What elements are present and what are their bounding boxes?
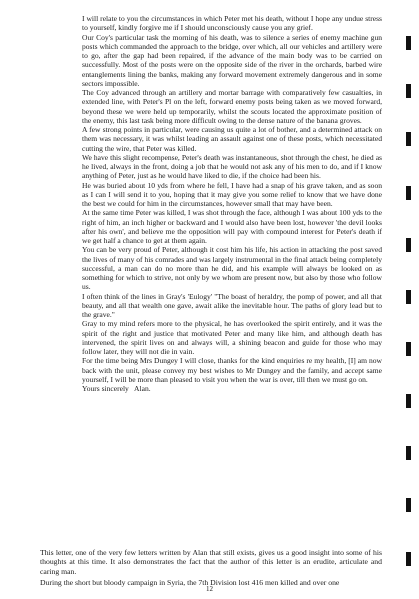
commentary-paragraph: During the short but bloody campaign in Syria, the 7th Division lost 416 men killed and over one [40,577,340,587]
edge-mark [406,238,411,252]
letter-signoff: Yours sincerely Alan. [82,384,151,393]
commentary-paragraph: This letter, one of the very few letters written by Alan that still exists, gives us a good insight into some of his thoughts at this time. It also demonstrates the fact that the author of this letter is an erudite, articulate and caring man. [40,548,382,576]
letter-paragraph: We have this slight recompense, Peter's death was instantaneous, shot through the chest, he died as he lived, always in the front, doing a job that he would not ask any of his men to do, and if I know anything of Peter, just as he would have liked to die, if the choice had been his. [82,152,382,181]
edge-mark [406,290,411,304]
edge-mark [406,552,411,566]
edge-mark [406,446,411,460]
letter-paragraph: I often think of the lines in Gray's 'Eulogy' "The boast of heraldry, the pomp of power, and all that beauty, and all that wealth one gave, await alike the inevitable hour. The paths of glory lead but to the grave." [82,291,382,319]
page-number: 12 [206,585,213,593]
letter-paragraph: Gray to my mind refers more to the physical, he has overlooked the spirit entirely, and it was the spirit of the right and justice that motivated Peter and many like him, and although death has intervened, the spirit lives on and always will, a shining beacon and guide for those who may follow later, they will not die in vain. [82,319,382,356]
letter-paragraph: I will relate to you the circumstances in which Peter met his death, without I hope any undue stress to yourself, kindly forgive me if I should unconsciously cause you any grief. [82,14,382,33]
edge-mark [406,498,411,512]
letter-paragraph: At the same time Peter was killed, I was shot through the face, although I was about 100 yds to the right of him, an inch higher or backward and I would also have been lost, however 'the devil looks after his own', and believe me the opposition will pay with compound interest for Peter's death if we get half a chance to get at them again. [82,208,382,245]
letter-paragraph: You can be very proud of Peter, although it cost him his life, his action in attacking the post saved the lives of many of his comrades and was largely instrumental in the final attack being completely successful, a man can do no more than he did, and his example will always be looked on as something for which to strive, not only by we whom are present now, but also by those who follow us. [82,245,382,292]
binding-edge-marks [396,0,419,599]
letter-paragraph: A few strong points in particular, were causing us quite a lot of bother, and a determined attack on them was necessary, it was whilst leading an assault against one of these posts, which necessitated cutting the wire, that Peter was killed. [82,125,382,153]
edge-mark [406,394,411,408]
letter-paragraph: For the time being Mrs Dungey I will close, thanks for the kind enquiries re my health, [I] am now back with the unit, please convey my best wishes to Mr Dungey and the family, and accept same yourself, I will be more than pleased to visit you when the war is over, till then we must go on. [82,356,382,384]
letter-paragraph: The Coy advanced through an artillery and mortar barrage with comparatively few casualties, in extended line, with Peter's Pl on the left, forward enemy posts being taken as we moved forward, beyond these we were held up temporarily, whilst the scouts located the approximate position of the enemy, this last task being more difficult owing to the dense nature of the banana groves. [82,88,382,125]
edge-mark [406,36,411,50]
letter-body [82,14,382,393]
edge-mark [406,132,411,146]
edge-mark [406,84,411,98]
edge-mark [406,342,411,356]
commentary [40,548,382,589]
edge-mark [406,186,411,200]
letter-paragraph: He was buried about 10 yds from where he fell, I have had a snap of his grave taken, and as soon as I can I will send it to you, hoping that it may give you some relief to know that we have done the best we could for him in the circumstances, however small that may have been. [82,180,382,208]
letter-paragraph: Our Coy's particular task the morning of his death, was to silence a series of enemy machine gun posts which commanded the approach to the bridge, over which, all our vehicles and artillery were to go, after the gap had been repaired, if the advance of the main body was to be carried on successfully. Most of the posts were on the opposite side of the river in the orchards, barbed wire entanglements lining the banks, making any forward movement extremely dangerous and in some sectors impossible. [82,32,382,88]
